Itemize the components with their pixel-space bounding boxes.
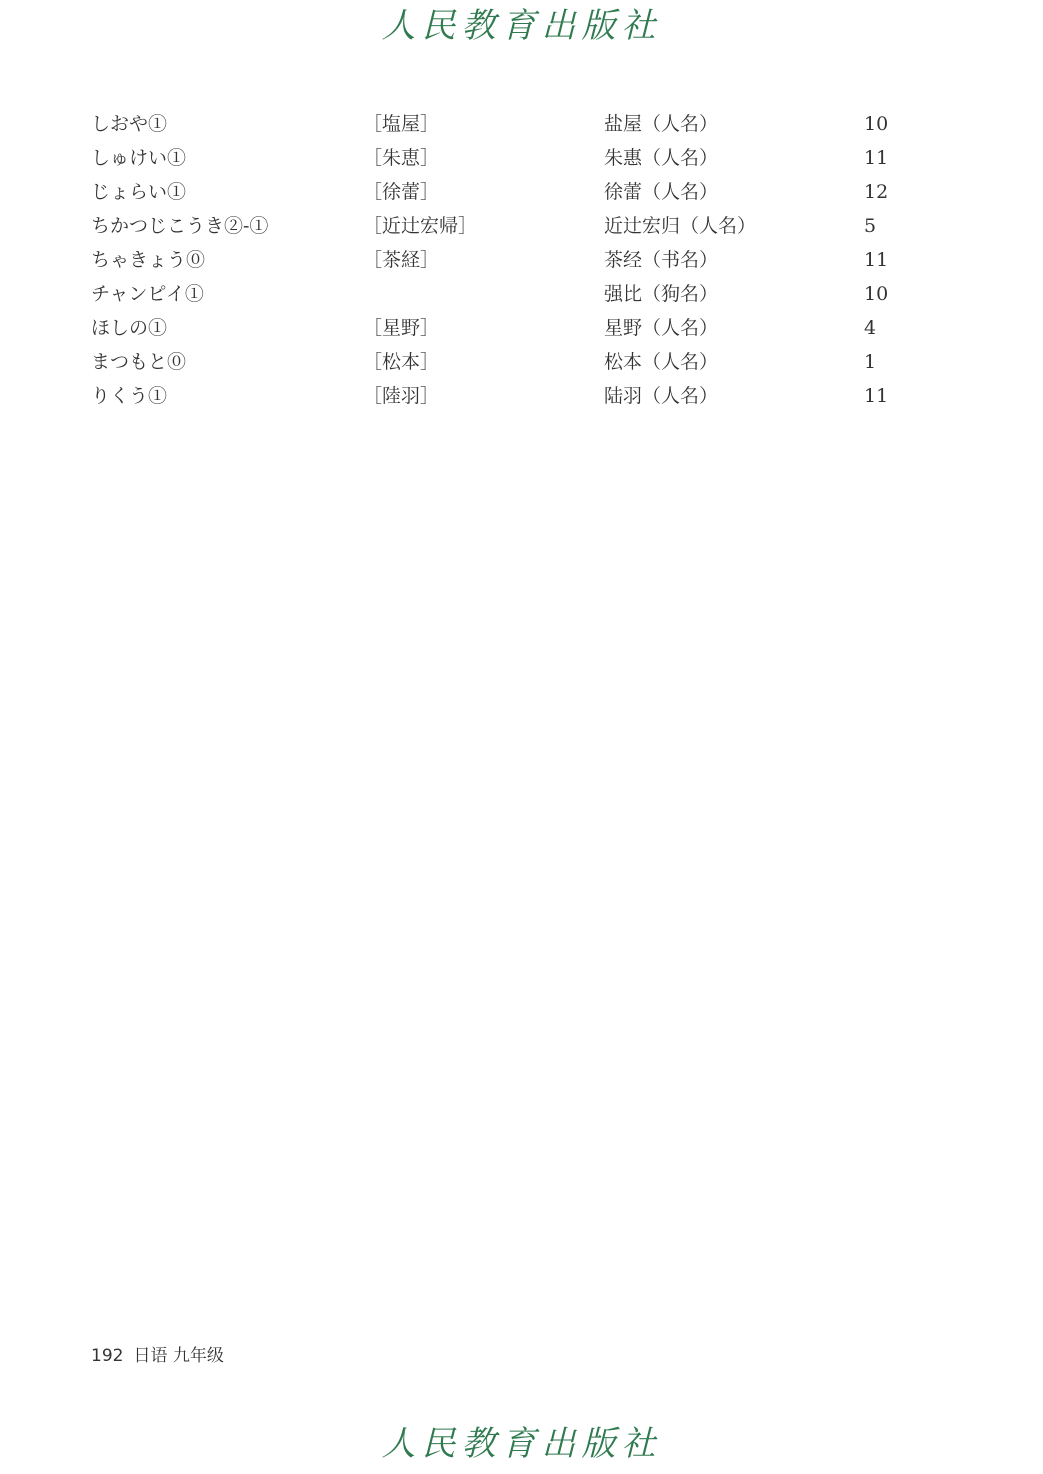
vocabulary-row: [91, 209, 951, 243]
vocabulary-row: [91, 243, 951, 277]
meaning: 松本（人名）: [604, 351, 719, 373]
meaning: 盐屋（人名）: [604, 113, 719, 135]
page-number: 192: [91, 1346, 124, 1366]
lesson-number: 5: [864, 215, 877, 237]
lesson-number: 10: [864, 113, 889, 135]
reading: しゅけい①: [91, 147, 187, 169]
kanji: ［塩屋］: [363, 113, 440, 135]
kanji: ［松本］: [363, 351, 440, 373]
reading: しおや①: [91, 113, 168, 135]
publisher-logo-top: 人民教育出版社: [381, 6, 662, 46]
vocabulary-row: [91, 311, 951, 345]
vocabulary-row: [91, 277, 951, 311]
page-footer: [91, 1342, 224, 1370]
reading: チャンピイ①: [91, 283, 204, 305]
kanji: ［近辻宏帰］: [363, 215, 478, 237]
vocabulary-row: [91, 141, 951, 175]
kanji: ［茶経］: [363, 249, 440, 271]
kanji: ［朱恵］: [363, 147, 440, 169]
reading: まつもと⓪: [91, 351, 187, 373]
lesson-number: 11: [864, 249, 889, 271]
lesson-number: 1: [864, 351, 877, 373]
meaning: 星野（人名）: [604, 317, 719, 339]
reading: じょらい①: [91, 181, 187, 203]
meaning: 近辻宏归（人名）: [604, 215, 757, 237]
publisher-logo-bottom: 人民教育出版社: [381, 1424, 662, 1464]
meaning: 陆羽（人名）: [604, 385, 719, 407]
vocabulary-table: [91, 107, 951, 413]
reading: ちゃきょう⓪: [91, 249, 206, 271]
reading: ちかつじこうき②-①: [91, 215, 269, 237]
kanji: ［徐蕾］: [363, 181, 440, 203]
vocabulary-row: [91, 175, 951, 209]
vocabulary-row: [91, 107, 951, 141]
lesson-number: 10: [864, 283, 889, 305]
reading: ほしの①: [91, 317, 168, 339]
meaning: 朱惠（人名）: [604, 147, 719, 169]
lesson-number: 11: [864, 385, 889, 407]
kanji: ［星野］: [363, 317, 440, 339]
vocabulary-row: [91, 345, 951, 379]
vocabulary-row: [91, 379, 951, 413]
book-title: 日语 九年级: [133, 1346, 224, 1366]
lesson-number: 11: [864, 147, 889, 169]
reading: りくう①: [91, 385, 168, 407]
kanji: ［陸羽］: [363, 385, 440, 407]
meaning: 徐蕾（人名）: [604, 181, 719, 203]
meaning: 强比（狗名）: [604, 283, 719, 305]
meaning: 茶经（书名）: [604, 249, 719, 271]
lesson-number: 12: [864, 181, 889, 203]
lesson-number: 4: [864, 317, 877, 339]
